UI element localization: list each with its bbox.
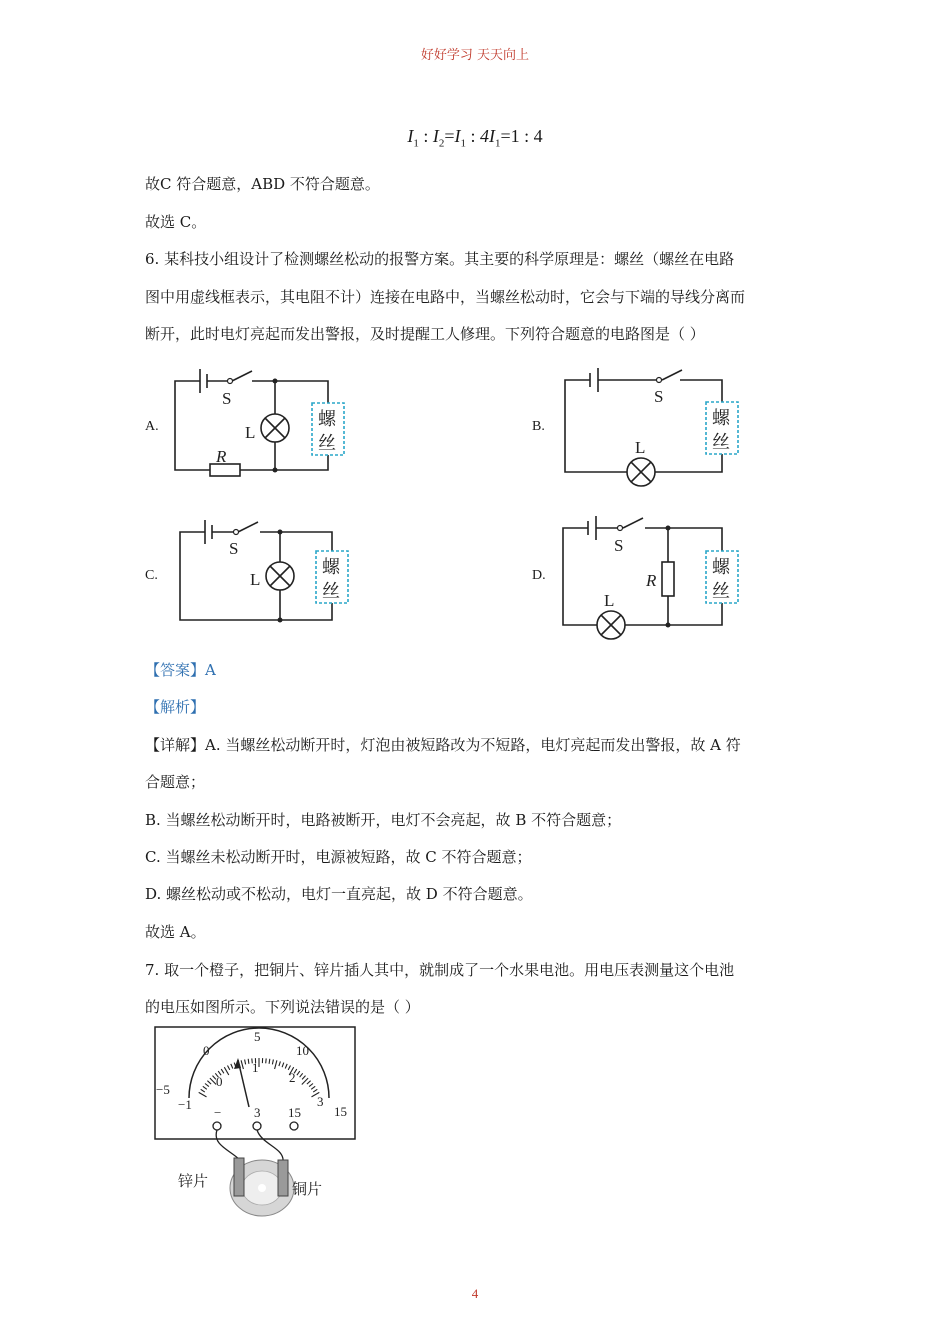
conclusion-line: 故C 符合题意，ABD 不符合题意。 [145, 175, 380, 193]
option-c-label: C. [145, 568, 158, 583]
lamp-label: L [604, 591, 615, 610]
lamp-label: L [250, 570, 261, 589]
detail-c-line: C. 当螺丝未松动断开时，电源被短路，故 C 不符合题意； [145, 848, 532, 866]
detail-line-1: 【详解】A. 当螺丝松动断开时，灯泡由被短路改为不短路，电灯亮起而发出警报，故 A 符 [145, 736, 741, 754]
page-header: 好好学习 天天向上 [420, 48, 530, 63]
question-6-line-3: 断开，此时电灯亮起而发出警报，及时提醒工人修理。下列符合题意的电路图是（ ） [145, 325, 705, 343]
top-scale-tick-label: 10 [296, 1043, 309, 1058]
copper-plate-label: 铜片 [292, 1182, 323, 1198]
question-6-line-1: 6. 某科技小组设计了检测螺丝松动的报警方案。其主要的科学原理是：螺丝（螺丝在电路 [145, 250, 735, 268]
lamp-label: L [635, 438, 646, 457]
bottom-scale-tick-label: 3 [317, 1094, 324, 1109]
detail-line-2: 合题意； [145, 773, 206, 791]
detail-b-line: B. 当螺丝松动断开时，电路被断开，电灯不会亮起，故 B 不符合题意； [145, 811, 622, 829]
screw-label-top: 螺 [318, 409, 336, 429]
option-a-label: A. [145, 419, 159, 434]
detail-d-line: D. 螺丝松动或不松动，电灯一直亮起，故 D 不符合题意。 [145, 885, 533, 903]
page-number: 4 [471, 1286, 479, 1301]
scale-tick [266, 1058, 267, 1063]
question-7-line-2: 的电压如图所示。下列说法错误的是（ ） [145, 998, 420, 1016]
scale-tick [248, 1059, 249, 1064]
top-scale-tick-label: 0 [203, 1043, 210, 1058]
choice-line: 故选 C。 [145, 213, 207, 231]
resistor-label: R [646, 571, 657, 590]
screw-label-bottom: 丝 [318, 433, 336, 453]
bottom-scale-tick-label: 0 [216, 1074, 223, 1089]
option-d-label: D. [532, 568, 546, 583]
bottom-scale-tick-label: 1 [252, 1060, 259, 1075]
lamp-label: L [245, 423, 256, 442]
screw-label-bottom: 丝 [322, 581, 340, 601]
option-b-label: B. [532, 419, 545, 434]
question-6-line-2: 图中用虚线框表示，其电阻不计）连接在电路中，当螺丝松动时，它会与下端的导线分离而 [145, 288, 746, 306]
switch-label: S [229, 539, 239, 558]
terminal-label: 3 [254, 1105, 261, 1120]
zinc-plate-label: 锌片 [178, 1174, 209, 1190]
terminal-label: − [214, 1105, 222, 1120]
resistor-label: R [216, 447, 227, 466]
switch-label: S [654, 387, 664, 406]
scale-tick [269, 1059, 270, 1064]
screw-label-bottom: 丝 [712, 432, 730, 452]
question-7-line-1: 7. 取一个橙子，把铜片、锌片插人其中，就制成了一个水果电池。用电压表测量这个电池 [145, 961, 735, 979]
bottom-scale-tick-label: 2 [289, 1070, 296, 1085]
analysis-heading: 【解析】 [145, 698, 206, 716]
terminal-label: 15 [288, 1105, 301, 1120]
switch-label: S [222, 389, 232, 408]
top-scale-tick-label: 15 [334, 1104, 347, 1119]
screw-label-bottom: 丝 [712, 581, 730, 601]
ratio-formula: $I_1$ : $I_2=I_1$ : $4I_1=1$ : 4 [407, 126, 543, 150]
final-choice-line: 故选 A。 [145, 923, 206, 941]
bottom-scale-tick-label: −1 [178, 1097, 192, 1112]
switch-label: S [614, 536, 624, 555]
answer-heading: 【答案】A [145, 661, 216, 679]
top-scale-tick-label: 5 [254, 1029, 261, 1044]
screw-label-top: 螺 [322, 557, 340, 577]
screw-label-top: 螺 [712, 408, 730, 428]
screw-label-top: 螺 [712, 557, 730, 577]
top-scale-tick-label: −5 [156, 1082, 170, 1097]
